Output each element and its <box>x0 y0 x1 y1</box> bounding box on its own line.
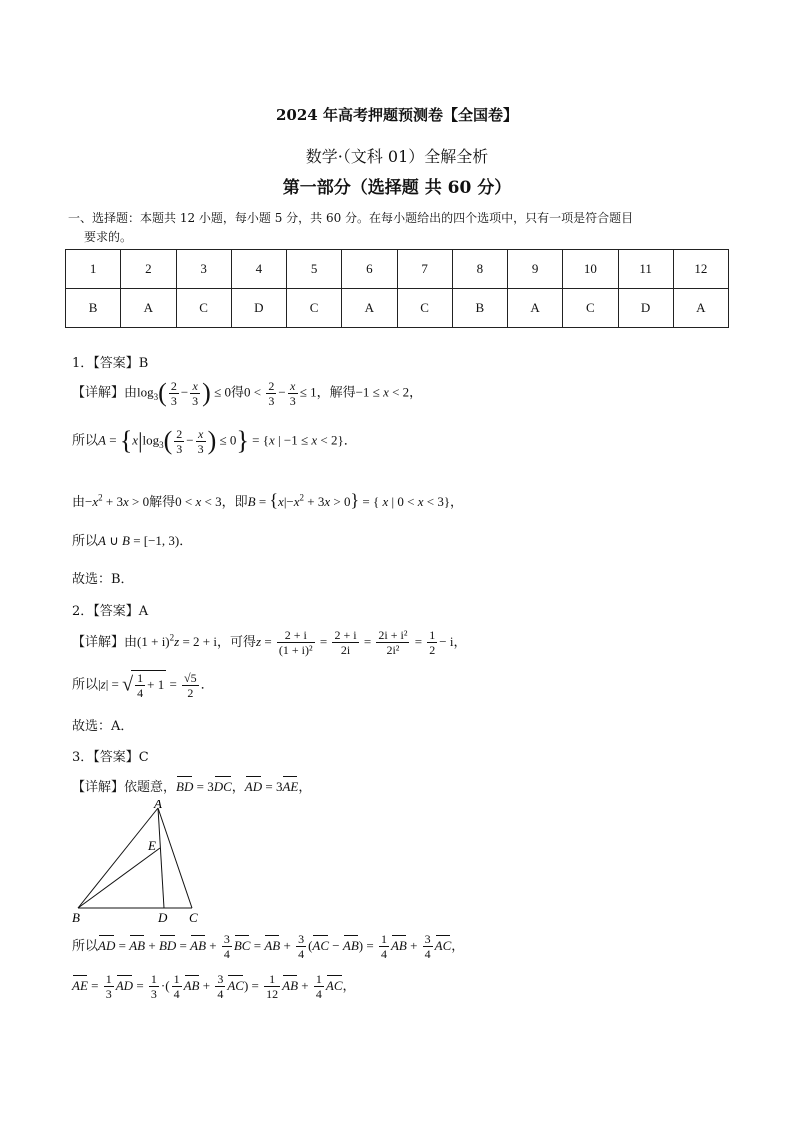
table-cell: D <box>231 289 286 328</box>
instructions-line-2: 要求的。 <box>84 230 133 244</box>
table-cell: 10 <box>563 250 618 289</box>
text-span: 所以 <box>72 939 99 954</box>
table-cell: 12 <box>673 250 728 289</box>
table-cell: 5 <box>287 250 342 289</box>
point-label-d: D <box>158 910 168 925</box>
instructions-line-1: 一、选择题：本题共 12 小题，每小题 5 分，共 60 分。在每小题给出的四个选项中，只有一项是符合题目 <box>68 211 634 225</box>
text-span: 解得 <box>149 495 176 510</box>
q2-choice: 故选：A． <box>72 719 134 734</box>
page-subtitle: 数学·（文科 01）全解全析 <box>305 147 489 166</box>
q3-vector-ad-line: 所以AD = AB + BD = AB + $\frac{3}{4}$ BC = AB + $\frac{3}{4}$ (AC − AB) = $\frac{1}{4}$ AB + $\frac{3}{4}$ AC， <box>72 932 465 961</box>
table-cell: C <box>287 289 342 328</box>
point-label-b: B <box>72 910 80 925</box>
q1-choice: 故选：B． <box>72 572 134 587</box>
table-cell: 6 <box>342 250 397 289</box>
point-label-a: A <box>154 800 162 811</box>
point-label-e: E <box>148 838 156 853</box>
q3-vector-ae-line: AE = $\frac{1}{3}$ AD = $\frac{1}{3}$ ·( $\frac{1}{4}$ AB + $\frac{3}{4}$ AC) = $\frac{1}{12}$ AB + $\frac{1}{4}$ AC， <box>72 972 356 1001</box>
answer-table-number-row <box>66 250 729 289</box>
table-cell: A <box>342 289 397 328</box>
section-instructions <box>68 209 738 247</box>
answer-table <box>65 249 729 328</box>
detail-label: 【详解】 <box>72 635 125 650</box>
q2-modulus-line: 所以|z| = √ $\frac{1}{4}$ + 1 = $\frac{√5}{2}$ ． <box>72 670 214 700</box>
text-span: 所以 <box>72 433 99 449</box>
table-cell: C <box>176 289 231 328</box>
table-cell: B <box>452 289 507 328</box>
q1-set-b-line: 由$-x^2 + 3x > 0$解得0 < x < 3，即$B = \{x|-x^2 + 3x > 0\}$ = { x | 0 < x < 3}， <box>72 490 464 510</box>
answer-table-answer-row <box>66 289 729 328</box>
q3-answer-heading: 3．【答案】C <box>72 750 149 765</box>
table-cell: D <box>618 289 673 328</box>
table-cell: B <box>66 289 121 328</box>
table-cell: A <box>121 289 176 328</box>
table-cell: A <box>508 289 563 328</box>
q3-detail-line: 【详解】依题意，BD = 3DC，AD = 3AE， <box>72 779 312 795</box>
table-cell: 7 <box>397 250 452 289</box>
page-title: 2024 年高考押题预测卷【全国卷】 <box>276 106 518 124</box>
text-span: 由 <box>124 635 138 650</box>
table-cell: A <box>673 289 728 328</box>
text-span: 由 <box>72 495 86 510</box>
text-span: 所以 <box>72 534 99 549</box>
q2-answer-heading: 2．【答案】A <box>72 604 149 619</box>
table-cell: 3 <box>176 250 231 289</box>
q1-union-line: 所以A ∪ B = [−1, 3)． <box>72 533 193 549</box>
table-cell: C <box>563 289 618 328</box>
text-span: ，可得 <box>216 635 256 650</box>
table-cell: 1 <box>66 250 121 289</box>
q2-detail-line: 【详解】由$(1 + i)^2z = 2 + i$，可得z = $\frac{2 + i}{\text{(1 + i)²}}$ = $\frac{2 + i}{2i}$ = $\frac{\text{2i + i²}}{\text{2i²}}$ = $\frac{1}{2}$ − i， <box>72 628 467 657</box>
detail-label: 【详解】 <box>72 780 125 795</box>
text-span: 得 <box>230 385 244 401</box>
q1-detail-line: 【详解】由$\log_3$( $\frac{2}{3}$ − $\frac{x}{3}$ ) ≤ 0得0 < $\frac{2}{3}$ − $\frac{x}{3}$ ≤ 1，解得−1 ≤ x < 2， <box>72 378 423 408</box>
detail-label: 【详解】 <box>72 385 125 401</box>
point-label-c: C <box>189 910 198 925</box>
table-cell: 8 <box>452 250 507 289</box>
text-span: ，即 <box>221 495 248 510</box>
text-span: 由 <box>124 385 138 401</box>
table-cell: 4 <box>231 250 286 289</box>
triangle-diagram <box>72 800 212 928</box>
table-cell: 11 <box>618 250 673 289</box>
q1-set-a-line: 所以$A = \{x|\log_3$( $\frac{2}{3}$ − $\frac{x}{3}$ ) ≤ 0} = {x | −1 ≤ x < 2}． <box>72 426 357 456</box>
table-cell: 9 <box>508 250 563 289</box>
section-title: 第一部分（选择题 共 60 分） <box>282 178 512 198</box>
table-cell: 2 <box>121 250 176 289</box>
table-cell: C <box>397 289 452 328</box>
q1-answer-heading: 1．【答案】B <box>72 356 149 371</box>
text-span: 依题意， <box>124 780 177 795</box>
text-span: ，解得 <box>316 385 356 401</box>
text-span: 所以 <box>72 677 99 693</box>
